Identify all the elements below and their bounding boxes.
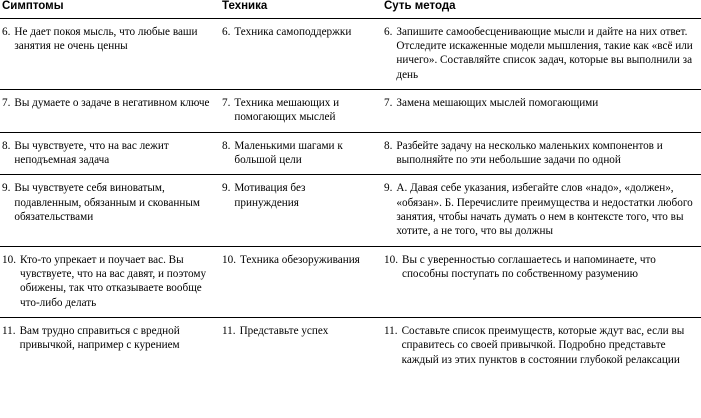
cell-method — [378, 18, 701, 89]
row-number: 8. — [2, 139, 11, 152]
cell-method — [378, 318, 701, 374]
cell-technique — [218, 318, 378, 374]
cell-method — [378, 175, 701, 246]
method-text: Составьте список преимуществ, которые ждут вас, если вы справитесь со своей привычкой. Подробно представьте каждый из этих пунктов в состоянии глубокой релаксации — [401, 325, 685, 366]
method-text: Запишите самообесценивающие мысли и дайте на них ответ. Отследите искаженные модели мышления, такие как «всё или ничего». Составляйте список задач, которые вы выполнили за день — [396, 25, 693, 81]
cell-technique — [218, 132, 378, 175]
row-number: 9. — [2, 182, 11, 195]
table-header — [0, 0, 701, 18]
row-number-technique: 10. — [222, 253, 236, 266]
technique-text: Техника самоподдержки — [234, 25, 352, 38]
method-text: А. Давая себе указания, избегайте слов «надо», «должен», «обязан». Б. Перечислите преимущества и недостатки любого занятия, чтобы начать думать о нем в контексте того, что вы хотите, а не того, что вы должны — [396, 182, 693, 238]
cell-symptom — [0, 318, 218, 374]
method-text: Разбейте задачу на несколько маленьких компонентов и выполняйте по эти небольшие задачи по одной — [396, 139, 663, 167]
symptom-text: Вы чувствуете себя виноватым, подавленным, обязанным и скованным обязательствами — [14, 182, 200, 224]
column-header-technique: Техника — [218, 0, 378, 18]
table-row — [0, 175, 701, 246]
row-number-method: 6. — [384, 25, 393, 38]
cell-method — [378, 90, 701, 133]
table-row — [0, 318, 701, 374]
table-body — [0, 18, 701, 374]
row-number-method: 9. — [384, 182, 393, 195]
technique-text: Мотивация без принуждения — [234, 182, 306, 209]
technique-text: Техника мешающих и помогающих мыслей — [234, 97, 340, 124]
cell-symptom — [0, 132, 218, 175]
row-number-technique: 6. — [222, 25, 231, 38]
cell-symptom — [0, 175, 218, 246]
row-number-technique: 11. — [222, 325, 236, 338]
technique-text: Техника обезоруживания — [239, 253, 360, 266]
table-row — [0, 18, 701, 89]
cell-technique — [218, 246, 378, 317]
row-number-method: 8. — [384, 139, 393, 152]
table-row — [0, 246, 701, 317]
row-number-method: 11. — [384, 325, 398, 338]
row-number-technique: 8. — [222, 139, 231, 152]
row-number: 6. — [2, 25, 11, 38]
table-row — [0, 132, 701, 175]
method-text: Замена мешающих мыслей помогающими — [396, 97, 599, 110]
cell-technique — [218, 175, 378, 246]
row-number: 11. — [2, 325, 16, 338]
cell-technique — [218, 90, 378, 133]
column-header-symptoms: Симптомы — [0, 0, 218, 18]
cell-symptom — [0, 18, 218, 89]
table-header-row — [0, 0, 701, 18]
cell-symptom — [0, 90, 218, 133]
symptom-text: Не дает покоя мысль, что любые ваши занятия не очень ценны — [14, 25, 198, 53]
technique-text: Представьте успех — [239, 325, 329, 338]
cell-method — [378, 246, 701, 317]
table-row — [0, 90, 701, 133]
row-number-technique: 9. — [222, 182, 231, 195]
symptom-text: Вы думаете о задаче в негативном ключе — [14, 97, 210, 110]
method-text: Вы с уверенностью соглашаетесь и напоминаете, что способны поступать по собственному разумению — [401, 253, 656, 281]
row-number: 7. — [2, 97, 11, 110]
row-number-method: 7. — [384, 97, 393, 110]
symptom-text: Кто-то упрекает и поучает вас. Вы чувствуете, что на вас давят, и поэтому обижены, так что отказываете вообще что-либо делать — [19, 253, 207, 309]
symptom-text: Вам трудно справиться с вредной привычкой, например с курением — [19, 325, 180, 352]
cell-technique — [218, 18, 378, 89]
symptom-text: Вы чувствуете, что на вас лежит неподъемная задача — [14, 139, 169, 167]
row-number-technique: 7. — [222, 97, 231, 110]
row-number-method: 10. — [384, 253, 398, 266]
row-number: 10. — [2, 253, 16, 266]
cell-method — [378, 132, 701, 175]
technique-text: Маленькими шагами к большой цели — [234, 139, 343, 167]
cell-symptom — [0, 246, 218, 317]
column-header-method: Суть метода — [378, 0, 701, 18]
